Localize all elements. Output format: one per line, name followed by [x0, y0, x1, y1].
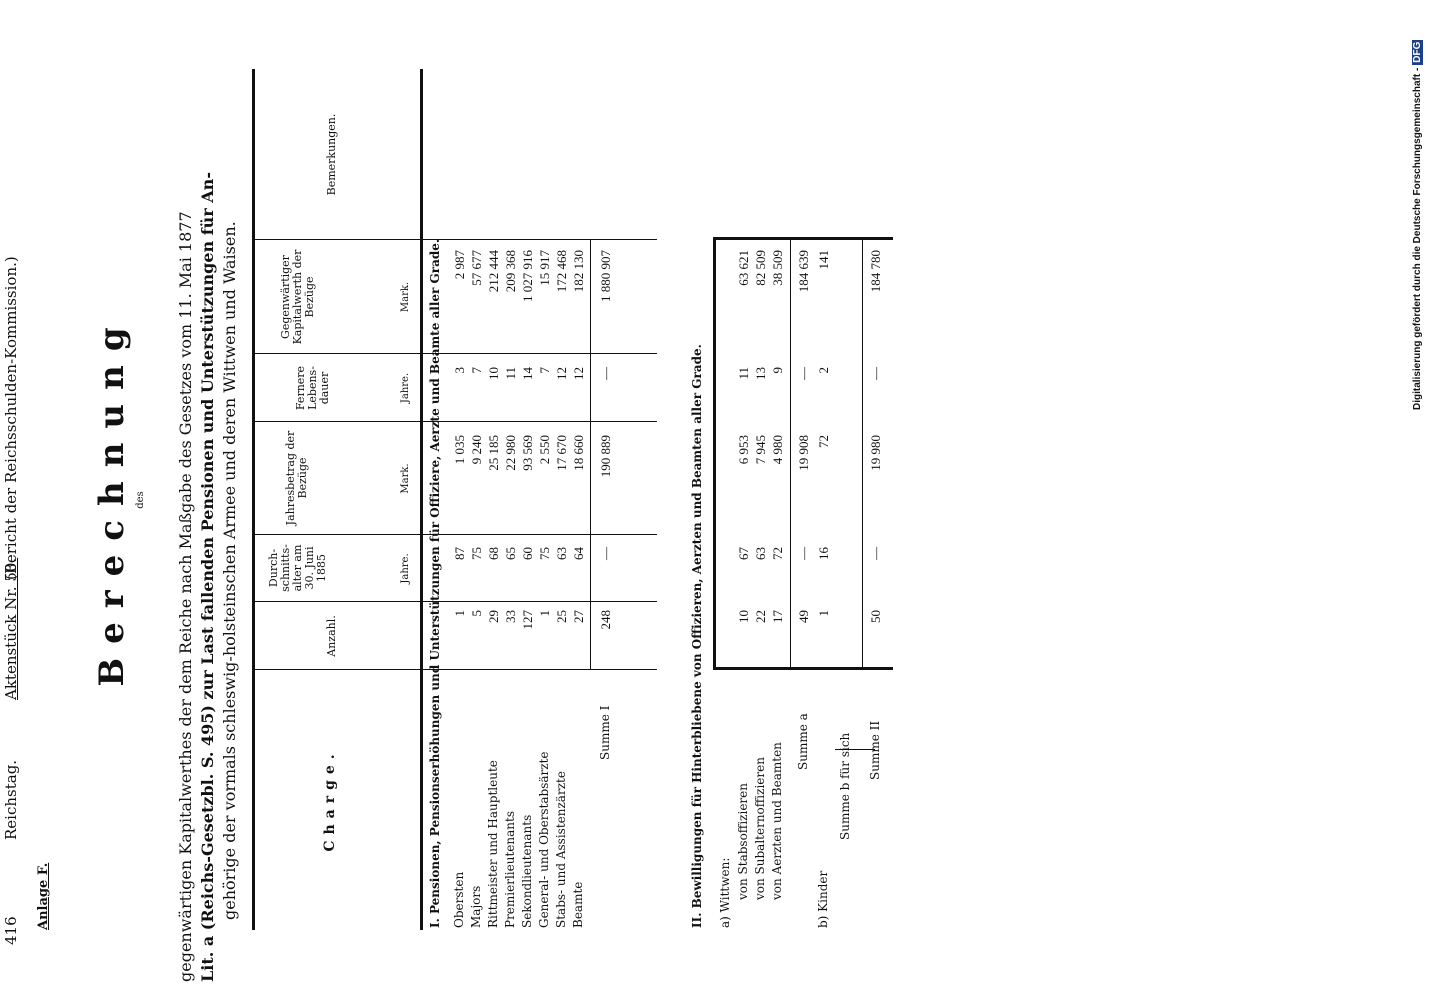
title-line-1: gegenwärtigen Kapitalwerthes der dem Reiche nach Maßgabe des Gesetzes vom 11. Mai 1877	[176, 211, 195, 982]
row-jahres: 7 945	[753, 435, 768, 465]
row-charge: Stabs- und Assistenzärzte	[554, 771, 568, 928]
row-anzahl: 10	[736, 610, 751, 623]
sum-b-label: Summe b für sich	[838, 732, 852, 840]
row-alter: 65	[503, 547, 518, 560]
col-header-alter: Durch-schnitts-alter am 30. Juni 1885	[267, 544, 328, 592]
title-des: des	[135, 491, 146, 509]
row-leben: 9	[770, 367, 785, 374]
sum-a-jahres: 19 908	[796, 435, 811, 471]
col-header-alter-unit: Jahre.	[400, 553, 411, 584]
row-leben: 12	[554, 367, 569, 380]
sum-2-anzahl: 50	[868, 610, 883, 623]
col-header-jahresbetrag: Jahresbetrag der Bezüge	[284, 430, 309, 526]
row-alter: 72	[770, 547, 785, 560]
section-1-title: I. Pensionen, Pensionserhöhungen und Unterstützungen für Offiziere, Aerzte und Beamte aller Grade.	[428, 238, 442, 928]
sum-2-alter: —	[868, 547, 883, 560]
row-charge: Majors	[469, 885, 483, 928]
row-jahres: 25 185	[486, 435, 501, 471]
dfg-logo: DFG	[1412, 41, 1423, 63]
row-kapital: 141	[816, 250, 831, 270]
row-jahres: 9 240	[469, 435, 484, 465]
sum-1-label: Summe I	[598, 705, 612, 760]
credit-text: Digitalisierung gefördert durch die Deutsche Forschungsgemeinschaft -	[1412, 67, 1423, 410]
row-jahres: 72	[816, 435, 831, 448]
page-number: 416	[2, 916, 20, 945]
col-header-kapitalwerth: Gegenwärtiger Kapitalwerth der Bezüge	[279, 249, 316, 345]
row-alter: 64	[571, 547, 586, 560]
row-alter: 87	[452, 547, 467, 560]
sum-2-rule	[862, 240, 863, 670]
row-jahres: 4 980	[770, 435, 785, 465]
col-header-kapitalwerth-unit: Mark.	[400, 281, 411, 313]
col-header-anzahl: Anzahl.	[325, 615, 338, 657]
row-anzahl: 1	[537, 610, 552, 617]
row-kapital: 82 509	[753, 250, 768, 286]
row-alter: 60	[520, 547, 535, 560]
row-leben: 7	[469, 367, 484, 374]
title-line-3: gehörige der vormals schleswig-holsteinschen Armee und deren Wittwen und Waisen.	[220, 221, 239, 920]
row-kapital: 182 130	[571, 250, 586, 293]
row-charge: von Subalternoffizieren	[753, 757, 767, 900]
row-alter: 75	[469, 547, 484, 560]
sum-2-kapital: 184 780	[868, 250, 883, 293]
header-source: Reichstag.	[2, 759, 20, 840]
sum-1-leben: —	[598, 367, 613, 380]
table-header-bottom-rule	[420, 69, 423, 930]
row-jahres: 6 953	[736, 435, 751, 465]
row-jahres: 1 035	[452, 435, 467, 465]
row-anzahl: 1	[452, 610, 467, 617]
row-anzahl: 1	[816, 610, 831, 617]
row-kapital: 15 917	[537, 250, 552, 286]
row-charge: Beamte	[571, 881, 585, 928]
row-charge: b) Kinder	[816, 870, 830, 928]
title-line-2: Lit. a (Reichs-Gesetzbl. S. 495) zur Last fallenden Pensionen und Unterstützungen für An-	[198, 172, 217, 982]
row-leben: 13	[753, 367, 768, 380]
row-anzahl: 25	[554, 610, 569, 623]
table-top-rule	[252, 69, 255, 930]
sum-1-kapital: 1 880 907	[598, 250, 613, 302]
sum-1-rule	[590, 240, 591, 670]
page-title: Berechnung	[92, 313, 132, 687]
row-charge: von Aerzten und Beamten	[770, 742, 784, 900]
section-2-top-rule	[713, 240, 716, 670]
col-header-bemerkungen: Bemerkungen.	[325, 113, 338, 196]
row-kapital: 57 677	[469, 250, 484, 286]
sum-1-jahres: 190 889	[598, 435, 613, 478]
row-anzahl: 17	[770, 610, 785, 623]
row-alter: 68	[486, 547, 501, 560]
sum-a-anzahl: 49	[796, 610, 811, 623]
sum-a-label: Summe a	[796, 713, 810, 770]
section-2-left-rule	[713, 667, 893, 670]
digitization-credit	[1412, 40, 1423, 410]
col-header-lebensdauer-unit: Jahre.	[400, 372, 411, 404]
col-divider-6	[252, 239, 657, 240]
row-leben: 2	[816, 367, 831, 374]
row-charge: General- und Oberstabsärzte	[537, 751, 551, 928]
row-charge: Rittmeister und Hauptleute	[486, 760, 500, 928]
row-alter: 16	[816, 547, 831, 560]
col-header-lebensdauer: Fernere Lebens-dauer	[294, 365, 331, 411]
row-alter: 75	[537, 547, 552, 560]
sum-1-anzahl: 248	[598, 610, 613, 630]
row-leben: 14	[520, 367, 535, 380]
row-anzahl: 22	[753, 610, 768, 623]
row-charge: Obersten	[452, 871, 466, 928]
row-anzahl: 5	[469, 610, 484, 617]
row-alter: 63	[554, 547, 569, 560]
sum-2-jahres: 19 980	[868, 435, 883, 471]
row-charge: Sekondlieutenants	[520, 814, 534, 928]
sum-2-label: Summe II	[868, 720, 882, 780]
row-kapital: 63 621	[736, 250, 751, 286]
row-kapital: 209 368	[503, 250, 518, 293]
row-kapital: 172 468	[554, 250, 569, 293]
row-anzahl: 33	[503, 610, 518, 623]
row-anzahl: 29	[486, 610, 501, 623]
sum-2-leben: —	[868, 367, 883, 380]
header-file-ref: Aktenstück Nr. 50.	[2, 557, 20, 700]
section-2-right-rule	[713, 237, 893, 240]
col-header-charge: Charge.	[322, 748, 338, 852]
row-kapital: 38 509	[770, 250, 785, 286]
sum-a-leben: —	[796, 367, 811, 380]
row-leben: 11	[503, 367, 518, 380]
row-kapital: 1 027 916	[520, 250, 535, 302]
row-charge: Premierlieutenants	[503, 811, 517, 928]
row-leben: 11	[736, 367, 751, 380]
row-jahres: 2 550	[537, 435, 552, 465]
row-alter: 63	[753, 547, 768, 560]
wittwen-label: a) Wittwen:	[718, 857, 732, 928]
header-report: (Bericht der Reichsschulden-Kommission.)	[2, 256, 20, 580]
row-leben: 12	[571, 367, 586, 380]
row-anzahl: 127	[520, 610, 535, 630]
annex-label: Anlage F.	[36, 862, 51, 930]
row-anzahl: 27	[571, 610, 586, 623]
row-jahres: 18 660	[571, 435, 586, 471]
row-kapital: 212 444	[486, 250, 501, 293]
col-header-jahresbetrag-unit: Mark.	[400, 463, 411, 494]
row-alter: 67	[736, 547, 751, 560]
row-jahres: 17 670	[554, 435, 569, 471]
row-charge: von Stabsoffizieren	[736, 783, 750, 900]
row-leben: 7	[537, 367, 552, 374]
row-jahres: 22 980	[503, 435, 518, 471]
row-leben: 10	[486, 367, 501, 380]
row-jahres: 93 569	[520, 435, 535, 471]
row-leben: 3	[452, 367, 467, 374]
sum-1-alter: —	[598, 547, 613, 560]
section-2-title: II. Bewilligungen für Hinterbliebene von Offizieren, Aerzten und Beamten aller Grade.	[690, 344, 704, 928]
sum-a-rule	[790, 240, 791, 670]
row-kapital: 2 987	[452, 250, 467, 280]
sum-a-alter: —	[796, 547, 811, 560]
sum-a-kapital: 184 639	[796, 250, 811, 293]
